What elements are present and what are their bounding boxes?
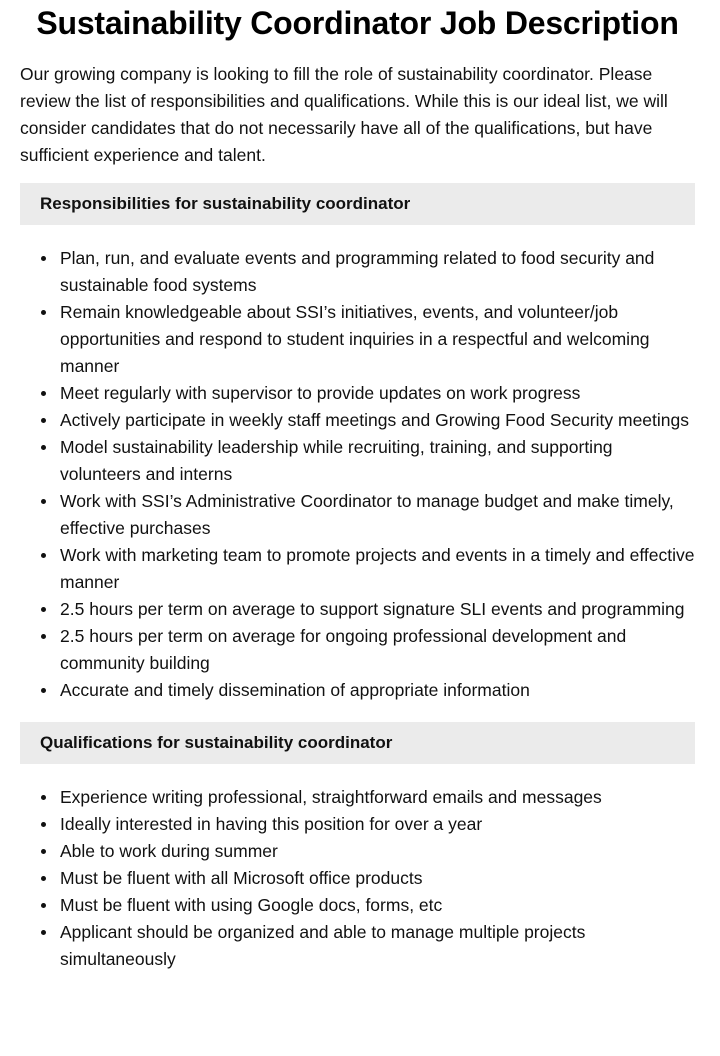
list-item [20,892,695,919]
page-title: Sustainability Coordinator Job Description [36,5,679,41]
list-item-text: Able to work during summer [60,841,278,861]
list-item-text: Ideally interested in having this position for over a year [60,814,483,834]
list-item-text: Applicant should be organized and able to manage multiple projects simultaneously [60,922,586,969]
bullet-icon [41,822,46,827]
list-item-text: Meet regularly with supervisor to provide updates on work progress [60,383,581,403]
bullet-icon [41,903,46,908]
responsibilities-list [20,245,695,704]
list-item-text: Must be fluent with all Microsoft office products [60,868,423,888]
bullet-icon [41,445,46,450]
qualifications-list [20,784,695,973]
list-item [20,542,695,596]
bullet-icon [41,310,46,315]
list-item [20,434,695,488]
list-item [20,488,695,542]
bullet-icon [41,553,46,558]
list-item [20,299,695,380]
responsibilities-heading: Responsibilities for sustainability coordinator [20,183,695,225]
list-item-text: Experience writing professional, straightforward emails and messages [60,787,602,807]
list-item [20,838,695,865]
list-item-text: Work with SSI’s Administrative Coordinator to manage budget and make timely, effective purchases [60,491,674,538]
list-item [20,919,695,973]
bullet-icon [41,418,46,423]
list-item [20,380,695,407]
list-item-text: Accurate and timely dissemination of appropriate information [60,680,530,700]
intro-paragraph: Our growing company is looking to fill the role of sustainability coordinator. Please review the list of responsibilities and qualifications. While this is our ideal list, we will consider candidates that do not necessarily have all of the qualifications, but have sufficient experience and talent. [20,64,668,165]
bullet-icon [41,849,46,854]
bullet-icon [41,607,46,612]
list-item-text: 2.5 hours per term on average for ongoing professional development and community building [60,626,627,673]
list-item-text: Must be fluent with using Google docs, forms, etc [60,895,443,915]
bullet-icon [41,876,46,881]
list-item [20,596,695,623]
list-item [20,784,695,811]
list-item [20,245,695,299]
bullet-icon [41,634,46,639]
bullet-icon [41,499,46,504]
list-item-text: Remain knowledgeable about SSI’s initiatives, events, and volunteer/job opportunities and respond to student inquiries in a respectful and welcoming manner [60,302,650,376]
bullet-icon [41,256,46,261]
list-item-text: Work with marketing team to promote projects and events in a timely and effective manner [60,545,695,592]
bullet-icon [41,391,46,396]
list-item [20,865,695,892]
list-item-text: Actively participate in weekly staff meetings and Growing Food Security meetings [60,410,690,430]
qualifications-heading: Qualifications for sustainability coordinator [20,722,695,764]
list-item [20,623,695,677]
list-item [20,677,695,704]
bullet-icon [41,688,46,693]
bullet-icon [41,930,46,935]
list-item [20,811,695,838]
list-item [20,407,695,434]
bullet-icon [41,795,46,800]
list-item-text: 2.5 hours per term on average to support signature SLI events and programming [60,599,685,619]
list-item-text: Plan, run, and evaluate events and programming related to food security and sustainable food systems [60,248,655,295]
list-item-text: Model sustainability leadership while recruiting, training, and supporting volunteers and interns [60,437,613,484]
